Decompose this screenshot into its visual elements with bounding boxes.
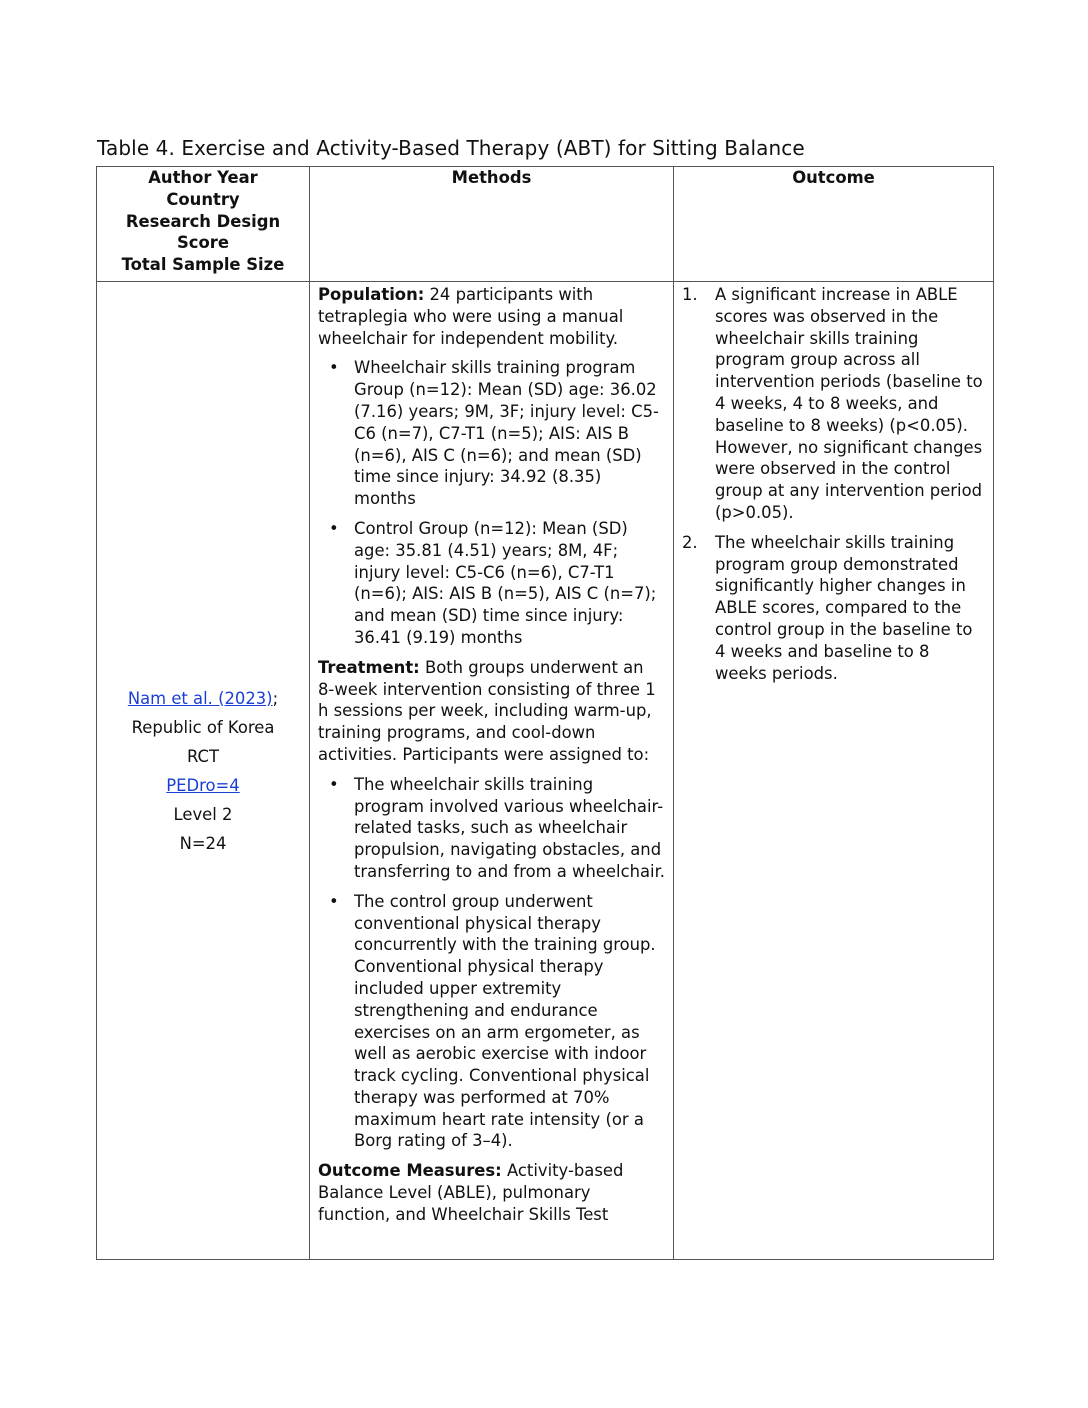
outcome-number: 1. [682, 285, 698, 304]
evidence-level: Level 2 [173, 804, 233, 824]
outcome-text: A significant increase in ABLE scores was observed in the wheelchair skills training program group across all intervention periods (baseline to 4 weeks, 4 to 8 weeks, and baseline to 8 weeks) (p<0.05). However, no significant changes were observed in the control group at any intervention period (p>0.05). [715, 285, 983, 522]
table-caption: Table 4. Exercise and Activity-Based Therapy (ABT) for Sitting Balance [97, 136, 805, 160]
treatment-text: Both groups underwent an 8-week intervention consisting of three 1 h sessions per week, including warm-up, training programs, and cool-down activities. Participants were assigned to: [318, 657, 656, 764]
header-research-design: Research Design [125, 211, 281, 231]
citation-suffix: ; [272, 688, 279, 708]
outcome-number: 2. [682, 532, 698, 552]
population-item-text: Control Group (n=12): Mean (SD) age: 35.81 (4.51) years; 8M, 4F; injury level: C5-C6 (n=6), C7-T1 (n=6); AIS: AIS B (n=5), AIS C (n=7); and mean (SD) time since injury: 36.41 (9.19) months [354, 518, 657, 647]
population-item-text: Wheelchair skills training program Group (n=12): Mean (SD) age: 36.02 (7.16) years; 9M, 3F; injury level: C5-C6 (n=7), C7-T1 (n=5); AIS: AIS B (n=6), AIS C (n=6); and mean (SD) time since injury: 34.92 (8.35) months [354, 358, 659, 509]
population-paragraph [318, 284, 665, 349]
citation-link[interactable]: Nam et al. (2023) [127, 688, 273, 708]
outcome-text: The wheelchair skills training program group demonstrated significantly higher changes in ABLE scores, compared to the control group in the baseline to 4 weeks and baseline to 8 weeks periods. [715, 532, 973, 683]
header-author-column [97, 167, 310, 282]
population-label: Population: [318, 285, 425, 304]
table-row [97, 282, 994, 1260]
treatment-item-text: The wheelchair skills training program involved various wheelchair-related tasks, such as wheelchair propulsion, navigating obstacles, and transferring to and from a wheelchair. [354, 774, 666, 881]
list-item [329, 774, 666, 883]
list-item [329, 357, 665, 510]
outcome-list [682, 284, 985, 684]
pedro-score-link[interactable]: PEDro=4 [166, 775, 240, 795]
population-list [318, 357, 665, 648]
country: Republic of Korea [131, 717, 275, 737]
bullet-icon: • [329, 358, 339, 378]
table-header-row [97, 167, 994, 282]
bullet-icon: • [329, 774, 339, 794]
header-total-sample-size: Total Sample Size [121, 255, 285, 275]
header-score: Score [177, 233, 229, 253]
evidence-table [96, 166, 994, 1260]
research-design: RCT [186, 746, 220, 766]
header-country: Country [166, 189, 240, 209]
header-outcome: Outcome [674, 167, 994, 282]
sample-size: N=24 [179, 833, 227, 853]
treatment-list [318, 774, 665, 1153]
list-item [329, 518, 665, 649]
header-author-year: Author Year [148, 168, 258, 187]
list-item [682, 284, 985, 524]
outcome-measures-label: Outcome Measures: [318, 1161, 502, 1181]
outcome-measures-text: Activity-based Balance Level (ABLE), pulmonary function, and Wheelchair Skills Test [318, 1161, 624, 1224]
author-cell [97, 282, 310, 1260]
header-methods: Methods [310, 167, 674, 282]
list-item [682, 532, 985, 685]
outcome-cell [674, 282, 994, 1260]
population-text: 24 participants with tetraplegia who were using a manual wheelchair for independent mobility. [318, 285, 624, 348]
treatment-label: Treatment: [318, 657, 420, 677]
bullet-icon: • [329, 891, 339, 911]
treatment-paragraph [318, 657, 665, 766]
outcome-measures-paragraph [318, 1160, 665, 1225]
methods-cell [310, 282, 674, 1260]
treatment-item-text: The control group underwent conventional physical therapy concurrently with the training group. Conventional physical therapy included upper extremity strengthening and endurance exercises on an arm ergometer, as well as aerobic exercise with indoor track cycling. Conventional physical therapy was performed at 70% maximum heart rate intensity (or a Borg rating of 3–4). [354, 891, 656, 1151]
list-item [329, 891, 665, 1153]
bullet-icon: • [329, 518, 339, 538]
